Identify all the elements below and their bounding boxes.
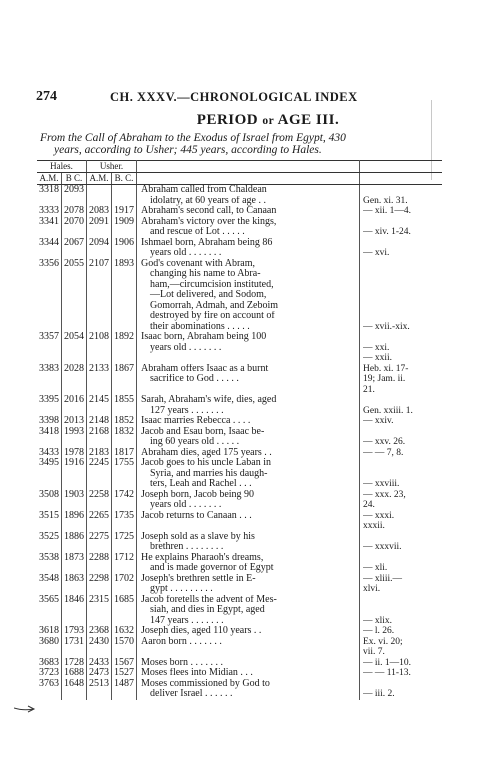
table-row — [37, 532, 442, 553]
cell-event — [137, 511, 360, 532]
event-line: Joseph born, Jacob being 90 — [141, 489, 255, 500]
cell-bc1: 1896 — [62, 511, 87, 532]
cell-am2 — [87, 185, 112, 207]
cell-bc1: 1648 — [62, 679, 87, 700]
cell-reference — [360, 553, 443, 574]
cell-am1: 3344 — [37, 238, 62, 259]
event-line: God's covenant with Abram, — [141, 258, 256, 269]
cell-event — [137, 574, 360, 595]
column-header-row — [37, 173, 442, 185]
cell-bc1: 2054 — [62, 332, 87, 364]
table-row — [37, 679, 442, 700]
cell-event — [137, 668, 360, 679]
reference-line: — xvi. — [363, 248, 390, 258]
subtitle-line-1: From the Call of Abraham to the Exodus of Israel from Egypt, 430 — [40, 132, 346, 144]
event-line: Abraham called from Chaldean — [141, 185, 267, 195]
cell-event — [137, 238, 360, 259]
cell-reference — [360, 427, 443, 448]
cell-event — [137, 217, 360, 238]
cell-bc2: 1702 — [112, 574, 137, 595]
reference-line: — xvii.-xix. — [363, 321, 410, 332]
reference-spacer — [363, 259, 442, 270]
table-row — [37, 332, 442, 364]
table-row — [37, 238, 442, 259]
running-head: CH. XXXV.—CHRONOLOGICAL INDEX — [110, 90, 358, 104]
cell-event — [137, 553, 360, 574]
reference-line: Gen. xi. 31. — [363, 195, 408, 206]
page-header — [36, 89, 416, 107]
cell-am1: 3508 — [37, 490, 62, 511]
cell-reference — [360, 448, 443, 459]
cell-bc1: 2055 — [62, 259, 87, 333]
cell-am1: 3333 — [37, 206, 62, 217]
cell-reference — [360, 332, 443, 364]
cell-reference — [360, 238, 443, 259]
reference-line: Heb. xi. 17- — [363, 363, 409, 374]
event-line: ters, Leah and Rachel . . . — [150, 479, 252, 489]
cell-bc1: 1886 — [62, 532, 87, 553]
cell-bc1: 1863 — [62, 574, 87, 595]
table-row — [37, 574, 442, 595]
reference-line: — xli. — [363, 563, 388, 573]
reference-line: Ex. vi. 20; — [363, 636, 403, 647]
cell-bc2: 1527 — [112, 668, 137, 679]
title-or: or — [262, 115, 275, 127]
reference-spacer — [363, 332, 442, 343]
event-line: Abraham offers Isaac as a burnt — [141, 363, 269, 374]
reference-line: — ii. 1—10. — [363, 657, 412, 668]
cell-am2: 2107 — [87, 259, 112, 333]
event-line: changing his name to Abra- — [150, 269, 261, 279]
cell-am2: 2275 — [87, 532, 112, 553]
reference-spacer — [363, 458, 442, 469]
cell-am1: 3318 — [37, 185, 62, 207]
cell-bc1: 1731 — [62, 637, 87, 658]
reference-spacer — [363, 301, 442, 312]
reference-line: — xxi. — [363, 342, 390, 353]
event-line: deliver Israel . . . . . . — [150, 689, 233, 699]
event-line: gypt . . . . . . . . . — [150, 584, 213, 594]
event-line: and is made governor of Egypt — [150, 563, 274, 573]
event-line: their abominations . . . . . — [150, 321, 250, 332]
reference-line: xxxii. — [363, 521, 385, 531]
cell-bc1: 2093 — [62, 185, 87, 207]
reference-spacer — [363, 269, 442, 280]
cell-bc1: 2070 — [62, 217, 87, 238]
reference-spacer — [363, 679, 442, 690]
cell-reference — [360, 532, 443, 553]
cell-bc2: 1906 — [112, 238, 137, 259]
cell-am1: 3433 — [37, 448, 62, 459]
cell-am2: 2513 — [87, 679, 112, 700]
cell-event — [137, 658, 360, 669]
cell-bc2: 1735 — [112, 511, 137, 532]
cell-bc1: 1916 — [62, 458, 87, 490]
table-row — [37, 364, 442, 396]
cell-reference — [360, 626, 443, 637]
cell-am1: 3341 — [37, 217, 62, 238]
cell-am1: 3565 — [37, 595, 62, 627]
reference-line: 21. — [363, 384, 375, 395]
cell-am2: 2168 — [87, 427, 112, 448]
title-main: PERIOD — [196, 112, 259, 128]
cell-reference — [360, 668, 443, 679]
cell-am1: 3495 — [37, 458, 62, 490]
cell-event — [137, 458, 360, 490]
cell-am1: 3418 — [37, 427, 62, 448]
cell-bc2: 1855 — [112, 395, 137, 416]
event-line: Jacob returns to Canaan . . . — [141, 510, 252, 521]
table-row — [37, 637, 442, 658]
cell-bc2: 1487 — [112, 679, 137, 700]
table-row — [37, 395, 442, 416]
reference-line: — xxx. 23, — [363, 489, 406, 500]
event-line: ham,—circumcision instituted, — [150, 279, 274, 290]
event-line: Sarah, Abraham's wife, dies, aged — [141, 395, 277, 405]
cell-bc2: 1725 — [112, 532, 137, 553]
event-line: Joseph sold as a slave by his — [141, 531, 255, 542]
reference-header — [360, 161, 443, 173]
cell-am2: 2258 — [87, 490, 112, 511]
event-line: Abraham's victory over the kings, — [141, 216, 277, 227]
reference-spacer — [363, 238, 442, 249]
cell-am2: 2368 — [87, 626, 112, 637]
event-line: Moses commissioned by God to — [141, 678, 270, 689]
cell-event — [137, 364, 360, 396]
reference-spacer — [363, 280, 442, 291]
event-line: Joseph's brethren settle in E- — [141, 573, 256, 584]
reference-line: 19; Jam. ii. — [363, 374, 406, 384]
cell-event — [137, 332, 360, 364]
table-row — [37, 427, 442, 448]
event-line: Moses flees into Midian . . . — [141, 668, 253, 678]
hales-header: Hales. — [37, 161, 87, 173]
event-line: sacrifice to God . . . . . — [150, 374, 239, 384]
cell-am2: 2094 — [87, 238, 112, 259]
reference-line: xlvi. — [363, 584, 381, 594]
event-line: Jacob goes to his uncle Laban in — [141, 458, 271, 468]
page-number: 274 — [36, 89, 57, 104]
cell-am2: 2288 — [87, 553, 112, 574]
event-line: Ishmael born, Abraham being 86 — [141, 237, 273, 248]
cell-am2: 2265 — [87, 511, 112, 532]
cell-bc2: 1917 — [112, 206, 137, 217]
cell-event — [137, 185, 360, 207]
cell-bc1: 2067 — [62, 238, 87, 259]
cell-reference — [360, 679, 443, 700]
cell-reference — [360, 217, 443, 238]
cell-reference — [360, 574, 443, 595]
cell-reference — [360, 595, 443, 627]
col-event — [137, 173, 360, 185]
event-line: years old . . . . . . . — [150, 248, 222, 258]
chronology-body — [37, 185, 442, 700]
cell-am2: 2183 — [87, 448, 112, 459]
cell-event — [137, 637, 360, 658]
cell-bc1: 2013 — [62, 416, 87, 427]
cell-reference — [360, 658, 443, 669]
cell-reference — [360, 259, 443, 333]
col-am-usher: A.M. — [87, 173, 112, 185]
col-bc-hales: B C. — [62, 173, 87, 185]
reference-line: — — 11-13. — [363, 668, 411, 678]
cell-reference — [360, 206, 443, 217]
col-bc-usher: B. C. — [112, 173, 137, 185]
table-row — [37, 416, 442, 427]
reference-line: — xlix. — [363, 615, 393, 626]
table-row — [37, 259, 442, 333]
table-row — [37, 217, 442, 238]
cell-event — [137, 206, 360, 217]
reference-line: — — 7, 8. — [363, 447, 404, 458]
reference-line: Gen. xxiii. 1. — [363, 405, 413, 416]
event-line: Abraham's second call, to Canaan — [141, 206, 277, 216]
cell-bc2: 1817 — [112, 448, 137, 459]
cell-am1: 3763 — [37, 679, 62, 700]
reference-spacer — [363, 311, 442, 322]
event-line: Abraham dies, aged 175 years . . — [141, 447, 272, 458]
cell-am1: 3395 — [37, 395, 62, 416]
event-line: Jacob foretells the advent of Mes- — [141, 594, 277, 605]
event-line: and rescue of Lot . . . . . — [150, 227, 245, 237]
table-row — [37, 185, 442, 207]
table-row — [37, 206, 442, 217]
event-line: Gomorrah, Admah, and Zeboim — [150, 300, 279, 311]
cell-bc2: 1867 — [112, 364, 137, 396]
cell-am1: 3723 — [37, 668, 62, 679]
event-line: idolatry, at 60 years of age . . — [150, 195, 266, 206]
cell-bc2: 1632 — [112, 626, 137, 637]
event-line: Joseph dies, aged 110 years . . — [141, 626, 262, 636]
event-line: Jacob and Esau born, Isaac be- — [141, 426, 265, 437]
cell-am2: 2133 — [87, 364, 112, 396]
table-row — [37, 458, 442, 490]
reference-spacer — [363, 553, 442, 564]
cell-am2: 2473 — [87, 668, 112, 679]
cell-am2: 2145 — [87, 395, 112, 416]
cell-am2: 2108 — [87, 332, 112, 364]
reference-line: — xxiv. — [363, 416, 394, 426]
period-subtitle — [40, 132, 440, 156]
cell-bc1: 1903 — [62, 490, 87, 511]
cell-bc2: 1832 — [112, 427, 137, 448]
cell-am1: 3548 — [37, 574, 62, 595]
reference-line: — xxii. — [363, 353, 393, 363]
event-line: brethren . . . . . . . . — [150, 542, 224, 552]
cell-bc1: 1793 — [62, 626, 87, 637]
reference-spacer — [363, 532, 442, 543]
subtitle-line-2: years, according to Usher; 445 years, according to Hales. — [54, 144, 322, 156]
reference-line: — xiv. 1-24. — [363, 227, 411, 237]
cell-bc1: 1978 — [62, 448, 87, 459]
event-line: siah, and dies in Egypt, aged — [150, 605, 265, 615]
reference-line: — xxv. 26. — [363, 437, 406, 447]
event-line: He explains Pharaoh's dreams, — [141, 552, 264, 563]
cell-bc2: 1909 — [112, 217, 137, 238]
cell-reference — [360, 416, 443, 427]
table-row — [37, 626, 442, 637]
cell-bc2: 1755 — [112, 458, 137, 490]
cell-am1: 3398 — [37, 416, 62, 427]
reference-spacer — [363, 185, 442, 196]
event-line: Isaac marries Rebecca . . . . — [141, 416, 251, 426]
cell-event — [137, 626, 360, 637]
cell-bc1: 2028 — [62, 364, 87, 396]
cell-bc1: 1728 — [62, 658, 87, 669]
cell-event — [137, 416, 360, 427]
reference-spacer — [363, 427, 442, 438]
cell-am1: 3356 — [37, 259, 62, 333]
table-row — [37, 553, 442, 574]
cell-bc2 — [112, 185, 137, 207]
reference-spacer — [363, 595, 442, 606]
cell-bc1: 1688 — [62, 668, 87, 679]
cell-reference — [360, 458, 443, 490]
period-title — [0, 112, 496, 129]
usher-header: Usher. — [87, 161, 137, 173]
cell-am2: 2433 — [87, 658, 112, 669]
cell-reference — [360, 511, 443, 532]
cell-bc1: 2016 — [62, 395, 87, 416]
cell-am1: 3383 — [37, 364, 62, 396]
cell-event — [137, 595, 360, 627]
cell-bc1: 1846 — [62, 595, 87, 627]
event-line: —Lot delivered, and Sodom, — [150, 290, 267, 300]
reference-spacer — [363, 395, 442, 406]
reference-line: — l. 26. — [363, 626, 395, 636]
cell-reference — [360, 395, 443, 416]
cell-reference — [360, 185, 443, 207]
cell-am1: 3680 — [37, 637, 62, 658]
cell-reference — [360, 637, 443, 658]
chronology-table — [37, 160, 442, 700]
cell-am2: 2430 — [87, 637, 112, 658]
cell-event — [137, 448, 360, 459]
cell-am1: 3515 — [37, 511, 62, 532]
cell-event — [137, 532, 360, 553]
reference-spacer — [363, 290, 442, 301]
cell-reference — [360, 364, 443, 396]
cell-bc2: 1852 — [112, 416, 137, 427]
reference-spacer — [363, 217, 442, 228]
col-am-hales: A.M. — [37, 173, 62, 185]
cell-event — [137, 679, 360, 700]
cell-am2: 2245 — [87, 458, 112, 490]
cell-bc2: 1685 — [112, 595, 137, 627]
cell-bc1: 1873 — [62, 553, 87, 574]
event-line: years old . . . . . . . — [150, 342, 222, 353]
reference-line: 24. — [363, 500, 375, 510]
reference-line: — xxxvii. — [363, 542, 402, 552]
cell-event — [137, 259, 360, 333]
description-header — [137, 161, 360, 173]
cell-bc2: 1567 — [112, 658, 137, 669]
event-line: destroyed by fire on account of — [150, 311, 275, 321]
pointing-arrow-icon — [14, 704, 36, 714]
cell-am2: 2091 — [87, 217, 112, 238]
table-row — [37, 490, 442, 511]
col-reference — [360, 173, 443, 185]
cell-am1: 3683 — [37, 658, 62, 669]
cell-am1: 3538 — [37, 553, 62, 574]
event-line: Isaac born, Abraham being 100 — [141, 332, 267, 342]
title-age: AGE III. — [277, 112, 340, 128]
cell-am2: 2298 — [87, 574, 112, 595]
cell-am2: 2148 — [87, 416, 112, 427]
cell-am1: 3357 — [37, 332, 62, 364]
group-header-row — [37, 161, 442, 173]
cell-event — [137, 490, 360, 511]
cell-bc2: 1893 — [112, 259, 137, 333]
cell-bc2: 1742 — [112, 490, 137, 511]
event-line: ing 60 years old . . . . . — [150, 437, 240, 447]
event-line: years old . . . . . . . — [150, 500, 222, 510]
reference-line: — xliii.— — [363, 573, 403, 584]
cell-event — [137, 395, 360, 416]
reference-line: — iii. 2. — [363, 689, 395, 699]
cell-am2: 2315 — [87, 595, 112, 627]
event-line: 127 years . . . . . . . — [150, 405, 224, 416]
cell-bc1: 2078 — [62, 206, 87, 217]
event-line: Aaron born . . . . . . . — [141, 636, 222, 647]
cell-bc1: 1993 — [62, 427, 87, 448]
cell-bc2: 1570 — [112, 637, 137, 658]
event-line: 147 years . . . . . . . — [150, 615, 224, 626]
cell-event — [137, 427, 360, 448]
reference-line: vii. 7. — [363, 647, 385, 657]
reference-line: — xxxi. — [363, 510, 395, 521]
cell-am2: 2083 — [87, 206, 112, 217]
reference-line: — xii. 1—4. — [363, 206, 412, 216]
cell-reference — [360, 490, 443, 511]
reference-line: — xxviii. — [363, 479, 400, 489]
event-line: Syria, and marries his daugh- — [150, 468, 268, 479]
cell-bc2: 1712 — [112, 553, 137, 574]
event-line: Moses born . . . . . . . — [141, 657, 223, 668]
cell-am1: 3525 — [37, 532, 62, 553]
table-row — [37, 595, 442, 627]
cell-am1: 3618 — [37, 626, 62, 637]
table-row — [37, 511, 442, 532]
reference-spacer — [363, 469, 442, 480]
reference-spacer — [363, 605, 442, 616]
table-row — [37, 668, 442, 679]
cell-bc2: 1892 — [112, 332, 137, 364]
